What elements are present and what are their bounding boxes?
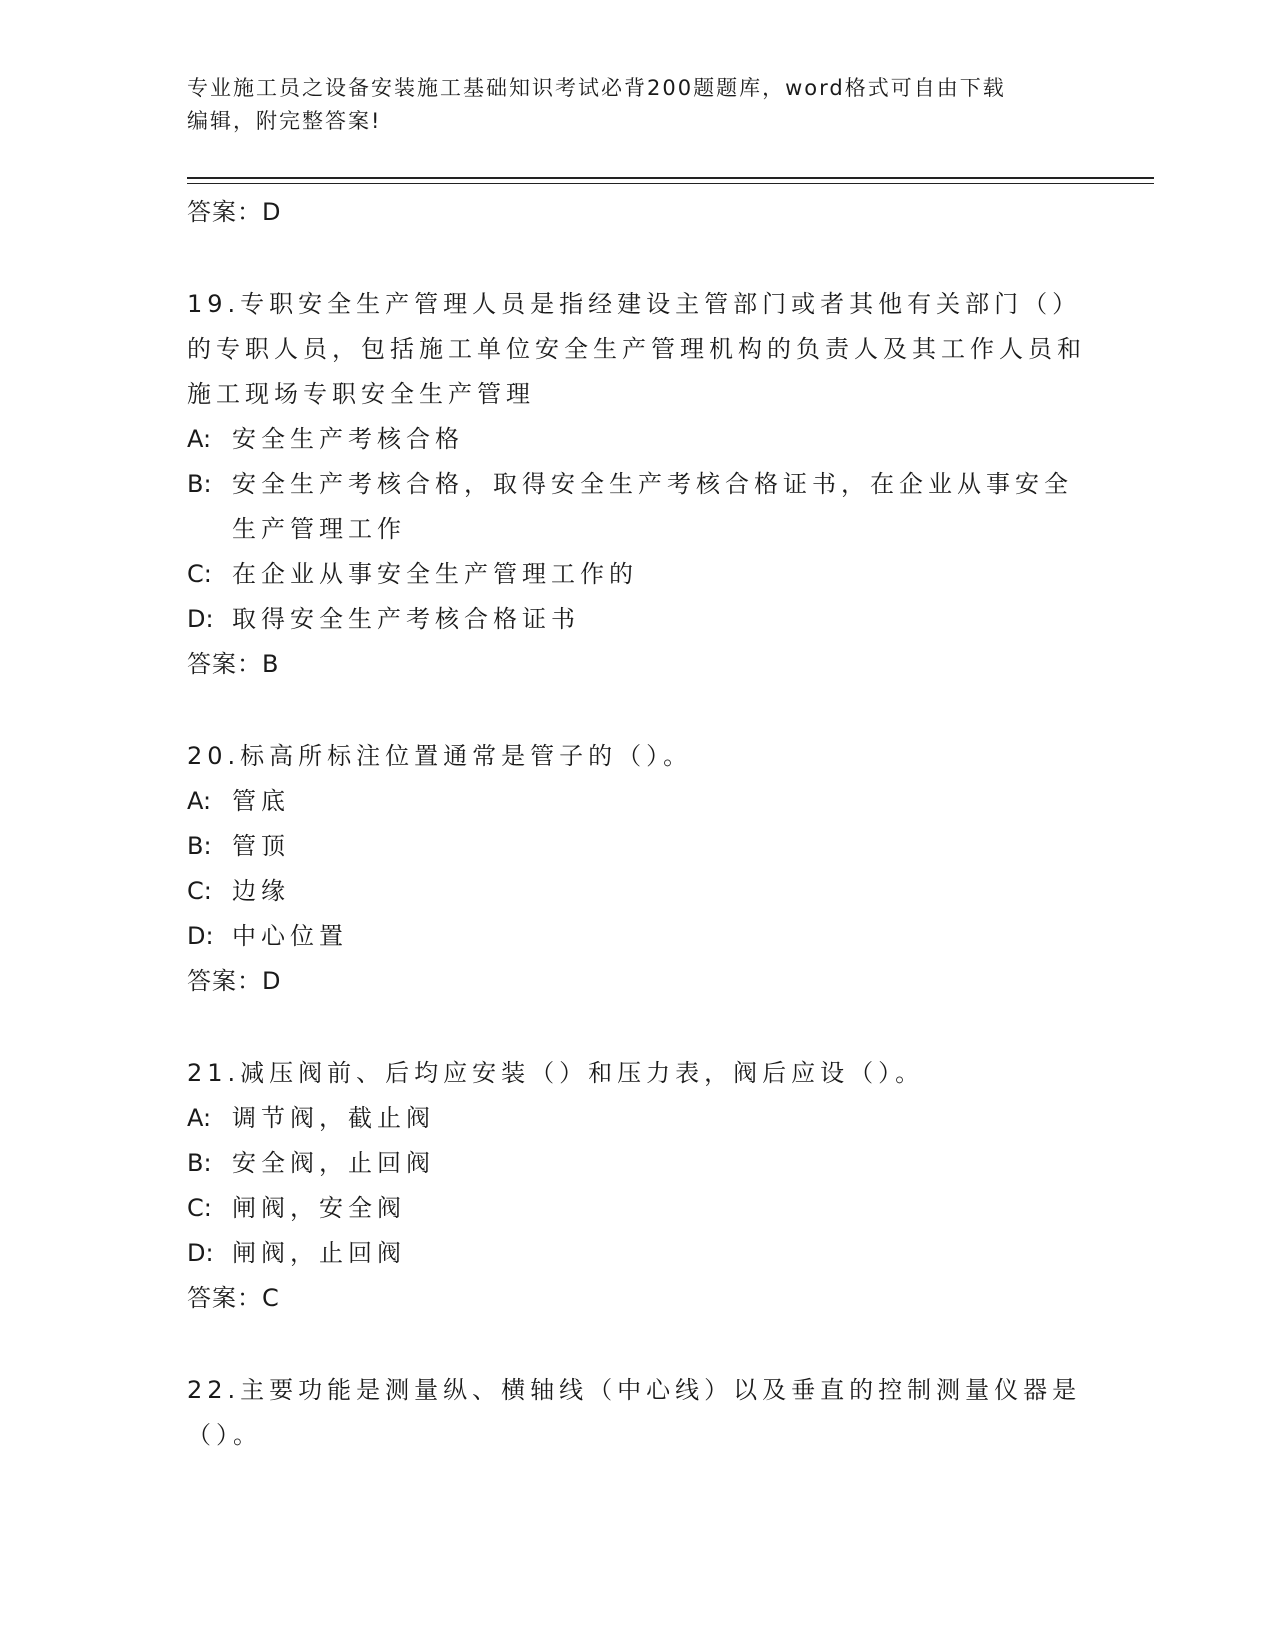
header-title-line2: 编辑，附完整答案! xyxy=(187,109,382,133)
option-text: 管顶 xyxy=(232,832,290,860)
option-a xyxy=(187,417,1087,462)
option-d xyxy=(187,914,1087,959)
option-letter: A: xyxy=(187,787,212,815)
option-letter: D: xyxy=(187,605,214,633)
option-letter: D: xyxy=(187,1239,214,1267)
option-text: 安全生产考核合格 xyxy=(232,425,464,453)
option-letter: B: xyxy=(187,470,212,498)
question-19 xyxy=(187,282,1087,686)
option-text: 取得安全生产考核合格证书 xyxy=(232,605,580,633)
answer: 答案：C xyxy=(187,1284,280,1312)
option-text: 闸阀，止回阀 xyxy=(232,1239,406,1267)
option-letter: A: xyxy=(187,425,212,453)
option-text: 安全阀，止回阀 xyxy=(232,1149,435,1177)
option-letter: C: xyxy=(187,877,212,905)
option-d xyxy=(187,597,1087,642)
option-letter: C: xyxy=(187,1194,212,1222)
option-b xyxy=(187,462,1087,552)
option-b xyxy=(187,824,1087,869)
spacer xyxy=(187,1320,1087,1368)
option-d xyxy=(187,1231,1087,1276)
question-list xyxy=(187,190,1087,1458)
option-b xyxy=(187,1141,1087,1186)
option-text: 管底 xyxy=(232,787,290,815)
option-text: 调节阀，截止阀 xyxy=(232,1104,435,1132)
question-text: 20.标高所标注位置通常是管子的（）。 xyxy=(187,742,693,770)
header-divider-thin xyxy=(187,183,1154,184)
question-text: 19.专职安全生产管理人员是指经建设主管部门或者其他有关部门（）的专职人员，包括施工单位安全生产管理机构的负责人及其工作人员和施工现场专职安全生产管理 xyxy=(187,290,1086,408)
option-letter: B: xyxy=(187,1149,212,1177)
option-c xyxy=(187,552,1087,597)
option-text: 在企业从事安全生产管理工作的 xyxy=(232,560,638,588)
option-text: 中心位置 xyxy=(232,922,348,950)
option-letter: A: xyxy=(187,1104,212,1132)
option-text: 安全生产考核合格，取得安全生产考核合格证书，在企业从事安全生产管理工作 xyxy=(232,470,1073,543)
option-letter: B: xyxy=(187,832,212,860)
option-a xyxy=(187,779,1087,824)
answer: 答案：B xyxy=(187,650,280,678)
question-text: 22.主要功能是测量纵、横轴线（中心线）以及垂直的控制测量仪器是（）。 xyxy=(187,1376,1082,1449)
spacer xyxy=(187,1003,1087,1051)
document-header xyxy=(187,72,1067,138)
previous-answer: 答案：D xyxy=(187,198,282,226)
question-21 xyxy=(187,1051,1087,1320)
question-22 xyxy=(187,1368,1087,1458)
spacer xyxy=(187,234,1087,282)
option-a xyxy=(187,1096,1087,1141)
option-c xyxy=(187,869,1087,914)
spacer xyxy=(187,686,1087,734)
option-c xyxy=(187,1186,1087,1231)
question-text: 21.减压阀前、后均应安装（）和压力表，阀后应设（）。 xyxy=(187,1059,925,1087)
option-text: 边缘 xyxy=(232,877,290,905)
option-letter: D: xyxy=(187,922,214,950)
header-divider xyxy=(187,177,1154,179)
answer: 答案：D xyxy=(187,967,282,995)
question-20 xyxy=(187,734,1087,1003)
header-title-line1: 专业施工员之设备安装施工基础知识考试必背200题题库，word格式可自由下载 xyxy=(187,76,1006,100)
option-text: 闸阀，安全阀 xyxy=(232,1194,406,1222)
option-letter: C: xyxy=(187,560,212,588)
